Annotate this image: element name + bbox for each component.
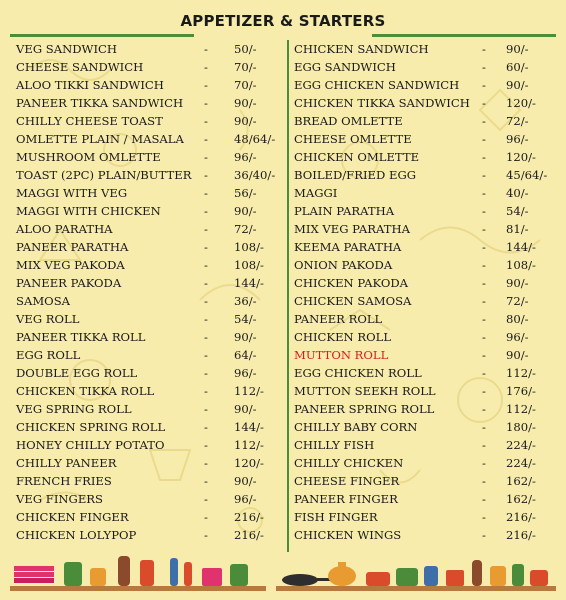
menu-item-price: 90/- [234,204,257,218]
bottle-icon [170,558,222,586]
menu-item-price: 112/- [234,438,264,452]
menu-item-name: MAGGI WITH CHICKEN [16,204,161,218]
menu-item-price: 90/- [506,348,529,362]
menu-item [294,112,556,130]
menu-item-dash: - [204,240,208,254]
menu-item-dash: - [482,60,486,74]
menu-item [294,130,556,148]
menu-item-name: SAMOSA [16,294,71,308]
menu-item-price: 216/- [234,528,264,542]
menu-item-name: PANEER TIKKA SANDWICH [16,96,184,110]
menu-item-price: 64/- [234,348,257,362]
menu-item-dash: - [204,150,208,164]
menu-item-price: 144/- [506,240,536,254]
menu-item [16,400,286,418]
menu-item [16,58,286,76]
menu-item-price: 96/- [506,330,529,344]
menu-item-name: VEG SPRING ROLL [16,402,132,416]
menu-item-name: ONION PAKODA [294,258,393,272]
menu-item-dash: - [204,114,208,128]
menu-item-name: KEEMA PARATHA [294,240,402,254]
menu-item-price: 96/- [234,150,257,164]
menu-item-dash: - [482,78,486,92]
menu-item-name: PLAIN PARATHA [294,204,395,218]
menu-item-price: 50/- [234,42,257,56]
menu-item [294,76,556,94]
menu-item [16,202,286,220]
menu-item-price: 96/- [234,492,257,506]
menu-item-name: BREAD OMLETTE [294,114,403,128]
menu-item [294,310,556,328]
menu-item-price: 96/- [234,366,257,380]
menu-item-dash: - [482,438,486,452]
menu-item-name: PANEER ROLL [294,312,383,326]
menu-item-name: VEG FINGERS [16,492,103,506]
menu-item-dash: - [482,114,486,128]
menu-item-dash: - [204,348,208,362]
menu-item-name: CHICKEN SANDWICH [294,42,429,56]
menu-item-dash: - [204,366,208,380]
menu-item-price: 36/40/- [234,168,276,182]
menu-item-dash: - [204,438,208,452]
menu-item-dash: - [482,330,486,344]
menu-item-name: PANEER PARATHA [16,240,129,254]
menu-item-dash: - [204,528,208,542]
menu-item [294,202,556,220]
menu-item-name: CHICKEN FINGER [16,510,129,524]
menu-item [16,346,286,364]
menu-item-name: VEG SANDWICH [16,42,118,56]
menu-item [294,526,556,544]
menu-item-price: 90/- [234,330,257,344]
footer-kitchen-illustration [0,548,566,600]
menu-item-price: 112/- [506,366,536,380]
menu-item-name: CHICKEN SAMOSA [294,294,412,308]
menu-item-name: ALOO PARATHA [16,222,113,236]
menu-item-name: MAGGI [294,186,338,200]
menu-item-name: CHICKEN OMLETTE [294,150,420,164]
menu-item-name: CHICKEN WINGS [294,528,402,542]
menu-item-name: HONEY CHILLY POTATO [16,438,165,452]
plate-stack-icon [14,566,54,583]
menu-item-dash: - [482,492,486,506]
menu-item [294,382,556,400]
menu-item-name: BOILED/FRIED EGG [294,168,416,182]
menu-item [294,40,556,58]
menu-item-name: EGG ROLL [16,348,81,362]
menu-item-dash: - [482,42,486,56]
menu-item-dash: - [482,150,486,164]
menu-item-dash: - [204,222,208,236]
menu-item-name: MIX VEG PAKODA [16,258,125,272]
menu-item-dash: - [204,420,208,434]
menu-item-dash: - [482,510,486,524]
menu-item [294,274,556,292]
menu-item [16,418,286,436]
menu-item-name: EGG SANDWICH [294,60,396,74]
menu-item-price: 70/- [234,60,257,74]
menu-item [294,94,556,112]
menu-item-name: CHILLY PANEER [16,456,117,470]
menu-item-price: 90/- [234,402,257,416]
menu-item-dash: - [204,168,208,182]
menu-item [16,238,286,256]
menu-item [294,508,556,526]
menu-item [294,436,556,454]
menu-item-name: PANEER FINGER [294,492,398,506]
menu-item-price: 96/- [506,132,529,146]
menu-item [16,508,286,526]
menu-item-dash: - [204,132,208,146]
menu-item-price: 40/- [506,186,529,200]
kettle-icon [328,562,356,586]
menu-item [16,364,286,382]
menu-item [16,40,286,58]
menu-item-price: 36/- [234,294,257,308]
menu-item-price: 48/64/- [234,132,276,146]
menu-item [16,310,286,328]
menu-item-dash: - [482,474,486,488]
menu-item [294,292,556,310]
menu-item [16,94,286,112]
menu-item-price: 72/- [234,222,257,236]
menu-item-name: CHICKEN ROLL [294,330,392,344]
menu-item [16,454,286,472]
menu-item-name: EGG CHICKEN SANDWICH [294,78,460,92]
menu-item-name: PANEER TIKKA ROLL [16,330,146,344]
menu-item-name: VEG ROLL [16,312,80,326]
menu-item-dash: - [482,294,486,308]
menu-item-dash: - [482,528,486,542]
menu-item-dash: - [482,222,486,236]
menu-item-price: 108/- [234,240,264,254]
page-title: APPETIZER & STARTERS [180,12,386,30]
menu-item-name: CHEESE FINGER [294,474,400,488]
menu-item-price: 70/- [234,78,257,92]
menu-item-dash: - [482,276,486,290]
menu-item [294,472,556,490]
menu-item-name: CHILLY BABY CORN [294,420,418,434]
menu-item-dash: - [204,258,208,272]
menu-item [294,400,556,418]
menu-item-dash: - [482,186,486,200]
menu-item-price: 224/- [506,456,536,470]
menu-item [16,292,286,310]
menu-item-price: 90/- [506,78,529,92]
menu-item-price: 144/- [234,276,264,290]
menu-item-price: 108/- [506,258,536,272]
menu-item-dash: - [204,510,208,524]
menu-item-dash: - [482,240,486,254]
menu-item-price: 90/- [506,276,529,290]
menu-item-name: CHILLY FISH [294,438,375,452]
menu-item-name: CHICKEN LOLYPOP [16,528,137,542]
menu-item-price: 216/- [506,510,536,524]
title-rule-left [10,34,194,37]
menu-item [16,436,286,454]
menu-column-right [294,40,556,544]
menu-item [294,220,556,238]
menu-item-dash: - [482,366,486,380]
menu-item-dash: - [204,474,208,488]
menu-item-price: 54/- [506,204,529,218]
menu-item-name: MIX VEG PARATHA [294,222,410,236]
menu-item-dash: - [204,456,208,470]
shelf-left [10,586,266,591]
menu-item [16,526,286,544]
menu-item-name: FISH FINGER [294,510,378,524]
menu-item-price: 176/- [506,384,536,398]
menu-item-price: 72/- [506,294,529,308]
menu-item-price: 112/- [506,402,536,416]
menu-item [16,76,286,94]
menu-item [16,220,286,238]
title-rule-right [372,34,556,37]
menu-item [294,364,556,382]
menu-item [16,130,286,148]
menu-item [16,328,286,346]
menu-item [16,472,286,490]
menu-item [16,112,286,130]
menu-item-dash: - [204,276,208,290]
menu-item-price: 80/- [506,312,529,326]
menu-item-name: EGG CHICKEN ROLL [294,366,422,380]
menu-item-price: 90/- [506,42,529,56]
menu-item-price: 90/- [234,96,257,110]
menu-item [294,184,556,202]
menu-item-price: 72/- [506,114,529,128]
menu-item [294,418,556,436]
menu-item [294,490,556,508]
menu-item-dash: - [204,78,208,92]
grinder-icon [118,556,154,586]
menu-item-name: CHILLY CHEESE TOAST [16,114,163,128]
menu-item-name: ALOO TIKKI SANDWICH [16,78,164,92]
menu-item-dash: - [482,420,486,434]
menu-item [16,490,286,508]
menu-item-dash: - [482,204,486,218]
menu-item-name: FRENCH FRIES [16,474,112,488]
menu-item-price: 54/- [234,312,257,326]
menu-item-dash: - [482,132,486,146]
menu-item [16,148,286,166]
menu-item-price: 224/- [506,438,536,452]
menu-item-dash: - [204,42,208,56]
menu-item-name: PANEER SPRING ROLL [294,402,435,416]
menu-item-dash: - [482,312,486,326]
menu-item-price: 60/- [506,60,529,74]
pot-icon [366,566,438,586]
menu-item-price: 112/- [234,384,264,398]
menu-item-name: CHICKEN SPRING ROLL [16,420,166,434]
menu-item-dash: - [482,348,486,362]
menu-item [16,184,286,202]
menu-item-name: CHICKEN TIKKA ROLL [16,384,155,398]
menu-item-name: CHICKEN PAKODA [294,276,409,290]
cup-icon [446,560,548,586]
menu-item-dash: - [482,402,486,416]
menu-item-dash: - [204,330,208,344]
menu-item-price: 120/- [234,456,264,470]
column-divider [287,40,289,552]
menu-item-price: 180/- [506,420,536,434]
menu-item [294,58,556,76]
menu-item-name: CHEESE SANDWICH [16,60,144,74]
menu-item-dash: - [204,60,208,74]
menu-item-dash: - [204,96,208,110]
frying-pan-icon [282,574,332,586]
shelf-right [276,586,556,591]
menu-item-dash: - [204,204,208,218]
menu-item-name: DOUBLE EGG ROLL [16,366,138,380]
menu-item-price: 108/- [234,258,264,272]
menu-item-dash: - [204,186,208,200]
menu-item-price: 162/- [506,492,536,506]
menu-item [294,238,556,256]
menu-item-name: MUTTON SEEKH ROLL [294,384,436,398]
menu-item-dash: - [204,294,208,308]
menu-item [294,148,556,166]
menu-item-dash: - [482,168,486,182]
menu-item-price: 90/- [234,474,257,488]
menu-item-dash: - [482,384,486,398]
menu-item [16,382,286,400]
menu-item-name: MAGGI WITH VEG [16,186,128,200]
menu-item-price: 120/- [506,96,536,110]
menu-item-price: 144/- [234,420,264,434]
menu-item-name: TOAST (2PC) PLAIN/BUTTER [16,168,192,182]
menu-item [294,346,556,364]
menu-item-name: OMLETTE PLAIN / MASALA [16,132,184,146]
menu-item-price: 216/- [234,510,264,524]
menu-item [16,274,286,292]
menu-item-dash: - [204,312,208,326]
menu-item [294,328,556,346]
menu-item-dash: - [204,492,208,506]
menu-item-price: 120/- [506,150,536,164]
menu-item-name: CHEESE OMLETTE [294,132,412,146]
menu-item-price: 162/- [506,474,536,488]
menu-column-left [16,40,286,544]
menu-item [294,256,556,274]
menu-item [16,166,286,184]
menu-item-dash: - [204,384,208,398]
menu-item-dash: - [204,402,208,416]
menu-item-name: CHILLY CHICKEN [294,456,404,470]
menu-item-dash: - [482,456,486,470]
menu-item-name: MUSHROOM OMLETTE [16,150,161,164]
menu-item [16,256,286,274]
menu-item-price: 90/- [234,114,257,128]
menu-item [294,166,556,184]
menu-item-price: 216/- [506,528,536,542]
menu-item [294,454,556,472]
menu-item-price: 56/- [234,186,257,200]
menu-item-price: 81/- [506,222,529,236]
menu-item-name: PANEER PAKODA [16,276,122,290]
menu-item-dash: - [482,96,486,110]
menu-item-price: 45/64/- [506,168,548,182]
menu-item-name: MUTTON ROLL [294,348,389,362]
menu-item-dash: - [482,258,486,272]
menu-item-name: CHICKEN TIKKA SANDWICH [294,96,470,110]
